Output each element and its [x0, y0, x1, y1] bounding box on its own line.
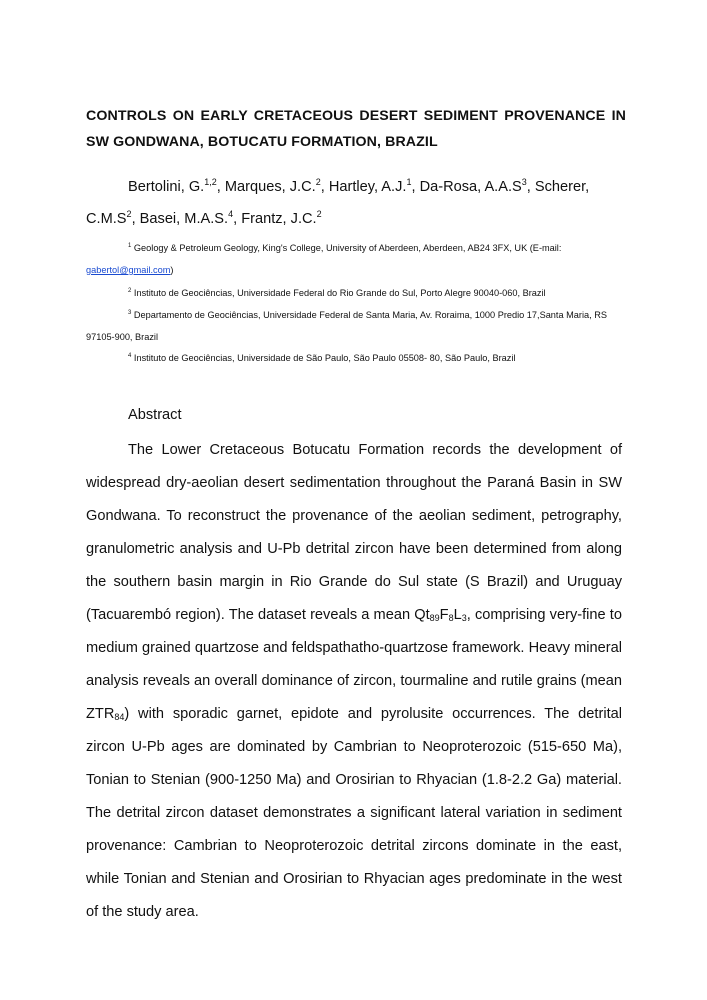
abstract-body: The Lower Cretaceous Botucatu Formation records the development of widespread dry-aeolian desert sedimentation throughout the Paraná Basin in SW Gondwana. To reconstruct the provenance of the aeolian sediment, petrography, granulometric analysis and U-Pb detrital zircon have been determined from along the southern basin margin in Rio Grande do Sul state (S Brazil) and Uruguay (Tacuarembó region). The dataset reveals a mean $Qt_{89}F_8L_3$, comprising very-fine to medium grained quartzose and feldspathatho-quartzose framework. Heavy mineral analysis reveals an overall dominance of zircon, tourmaline and rutile grains (mean $ZTR_{84}$) with sporadic garnet, epidote and pyrolusite occurrences. The detrital zircon U-Pb ages are dominated by Cambrian to Neoproterozoic (515-650 Ma), Tonian to Stenian (900-1250 Ma) and Orosirian to Rhyacian (1.8-2.2 Ga) material. The detrital zircon dataset demonstrates a significant lateral variation in sediment provenance: Cambrian to Neoproterozoic detrital zircons dominate in the east, while Tonian and Stenian and Orosirian to Rhyacian ages predominate in the west of the study area.	[86, 442, 622, 920]
author: Marques, J.C.$^2$,	[224, 177, 329, 195]
author: Bertolini, G.$^{1,2}$,	[128, 177, 225, 195]
author: Basei, M.A.S.$^4$,	[139, 209, 242, 227]
author-list	[86, 171, 622, 235]
affiliation-1: $^1$ Geology & Petroleum Geology, King's College, University of Aberdeen, Aberdeen, AB24 3FX, UK (E-mail: gabertol@gmail.com)	[86, 243, 562, 275]
email-link[interactable]: gabertol@gmail.com	[86, 265, 171, 275]
affiliation-3: $^3$ Departamento de Geociências, Universidade Federal de Santa Maria, Av. Roraima, 1000 Predio 17,Santa Maria, RS 97105-900, Brazil	[86, 310, 607, 342]
author: Scherer, $C.M.S^2$,	[86, 179, 590, 227]
paper-title: CONTROLS ON EARLY CRETACEOUS DESERT SEDIMENT PROVENANCE IN SW GONDWANA, BOTUCATU FORMATION, BRAZIL	[86, 108, 626, 150]
abstract-heading: Abstract	[128, 407, 182, 423]
affiliation-2: $^2$ Instituto de Geociências, Universidade Federal do Rio Grande do Sul, Porto Alegre 90040-060, Brazil	[128, 288, 546, 298]
author: Frantz, J.C.$^2$	[241, 209, 322, 227]
author: Hartley, A.J.$^1$,	[328, 177, 420, 195]
affiliation-4: $^4$ Instituto de Geociências, Universidade de São Paulo, São Paulo 05508- 80, São Paulo, Brazil	[128, 353, 516, 363]
author: Da-Rosa, $A.A.S^3$,	[419, 177, 535, 195]
